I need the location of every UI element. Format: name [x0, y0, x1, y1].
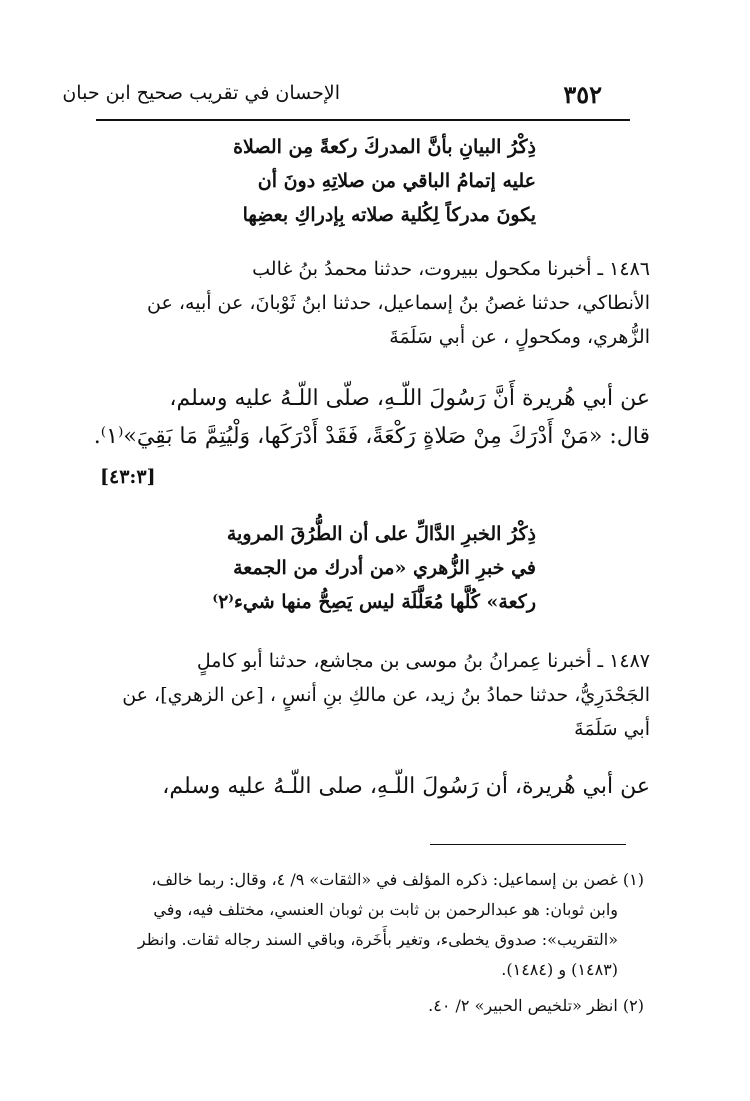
isnad-line: ١٤٨٧ ـ أخبرنا عِمرانُ بنُ موسى بن مجاشع، حدثنا أبو كاملٍ	[196, 650, 650, 672]
footnote-line: (١٤٨٣) و (١٤٨٤).	[501, 960, 618, 979]
isnad-line: ١٤٨٦ ـ أخبرنا مكحول ببيروت، حدثنا محمدُ بنُ غالب	[252, 258, 650, 280]
running-title: الإحسان في تقريب صحيح ابن حبان	[62, 82, 340, 104]
footnote-line: (٢) انظر «تلخيص الحبير» ٢/ ٤٠.	[428, 996, 644, 1015]
matn-line: عن أبي هُريرة، أن رَسُولَ اللّـهِ، صلى اللّـهُ عليه وسلم،	[162, 774, 650, 799]
chapter-heading-line: عليه إتمامُ الباقي من صلاتِهِ دونَ أن	[257, 170, 536, 192]
matn-line: عن أبي هُريرة أَنَّ رَسُولَ اللّـهِ، صلّى اللّـهُ عليه وسلم،	[169, 386, 650, 411]
footnote-line: وابن ثوبان: هو عبدالرحمن بن ثابت بن ثوبان العنسي، مختلف فيه، وفي	[153, 900, 618, 919]
chapter-heading-line: في خبرِ الزُّهري «من أدرك من الجمعة	[233, 557, 536, 579]
isnad-line: الجَحْدَرِيُّ، حدثنا حمادُ بنُ زيد، عن مالكِ بنِ أنسٍ ، [عن الزهري]، عن	[122, 684, 650, 706]
chapter-heading-line: ركعة» كُلَّها مُعَلَّلَة ليس يَصِحُّ منها شيء⁽٢⁾	[212, 591, 536, 613]
chapter-heading-line: يكونَ مدركاً لِكُلية صلاته بِإدراكِ بعضِها	[242, 204, 536, 226]
footnote-line: (١) غصن بن إسماعيل: ذكره المؤلف في «الثقات» ٩/ ٤، وقال: ربما خالف،	[151, 870, 644, 889]
isnad-line: الأنطاكي، حدثنا غصنُ بنُ إسماعيل، حدثنا ابنُ ثَوْبانَ، عن أبيه، عن	[147, 292, 650, 314]
isnad-line: الزُّهري، ومكحولٍ ، عن أبي سَلَمَةَ	[389, 326, 650, 348]
hadith-reference: [٤٣:٣]	[100, 466, 156, 488]
isnad-line: أبي سَلَمَةَ	[574, 718, 650, 740]
matn-line: قال: «مَنْ أَدْرَكَ مِنْ صَلاةٍ رَكْعَةً، فَقَدْ أَدْرَكَها، وَلْيُتِمَّ مَا بَقِيَ»⁽١⁾.	[93, 424, 650, 449]
page-number: ٣٥٢	[563, 80, 602, 109]
chapter-heading-line: ذِكْرُ البيانِ بأنَّ المدركَ ركعةً مِن الصلاة	[233, 136, 536, 158]
footnote-line: «التقريب»: صدوق يخطىء، وتغير بأَخَرة، وباقي السند رجاله ثقات. وانظر	[137, 930, 618, 949]
chapter-heading-line: ذِكْرُ الخبرِ الدَّالِّ على أن الطُّرُقَ المروية	[226, 523, 536, 545]
footnote-rule	[430, 844, 626, 845]
header-rule	[96, 119, 630, 121]
